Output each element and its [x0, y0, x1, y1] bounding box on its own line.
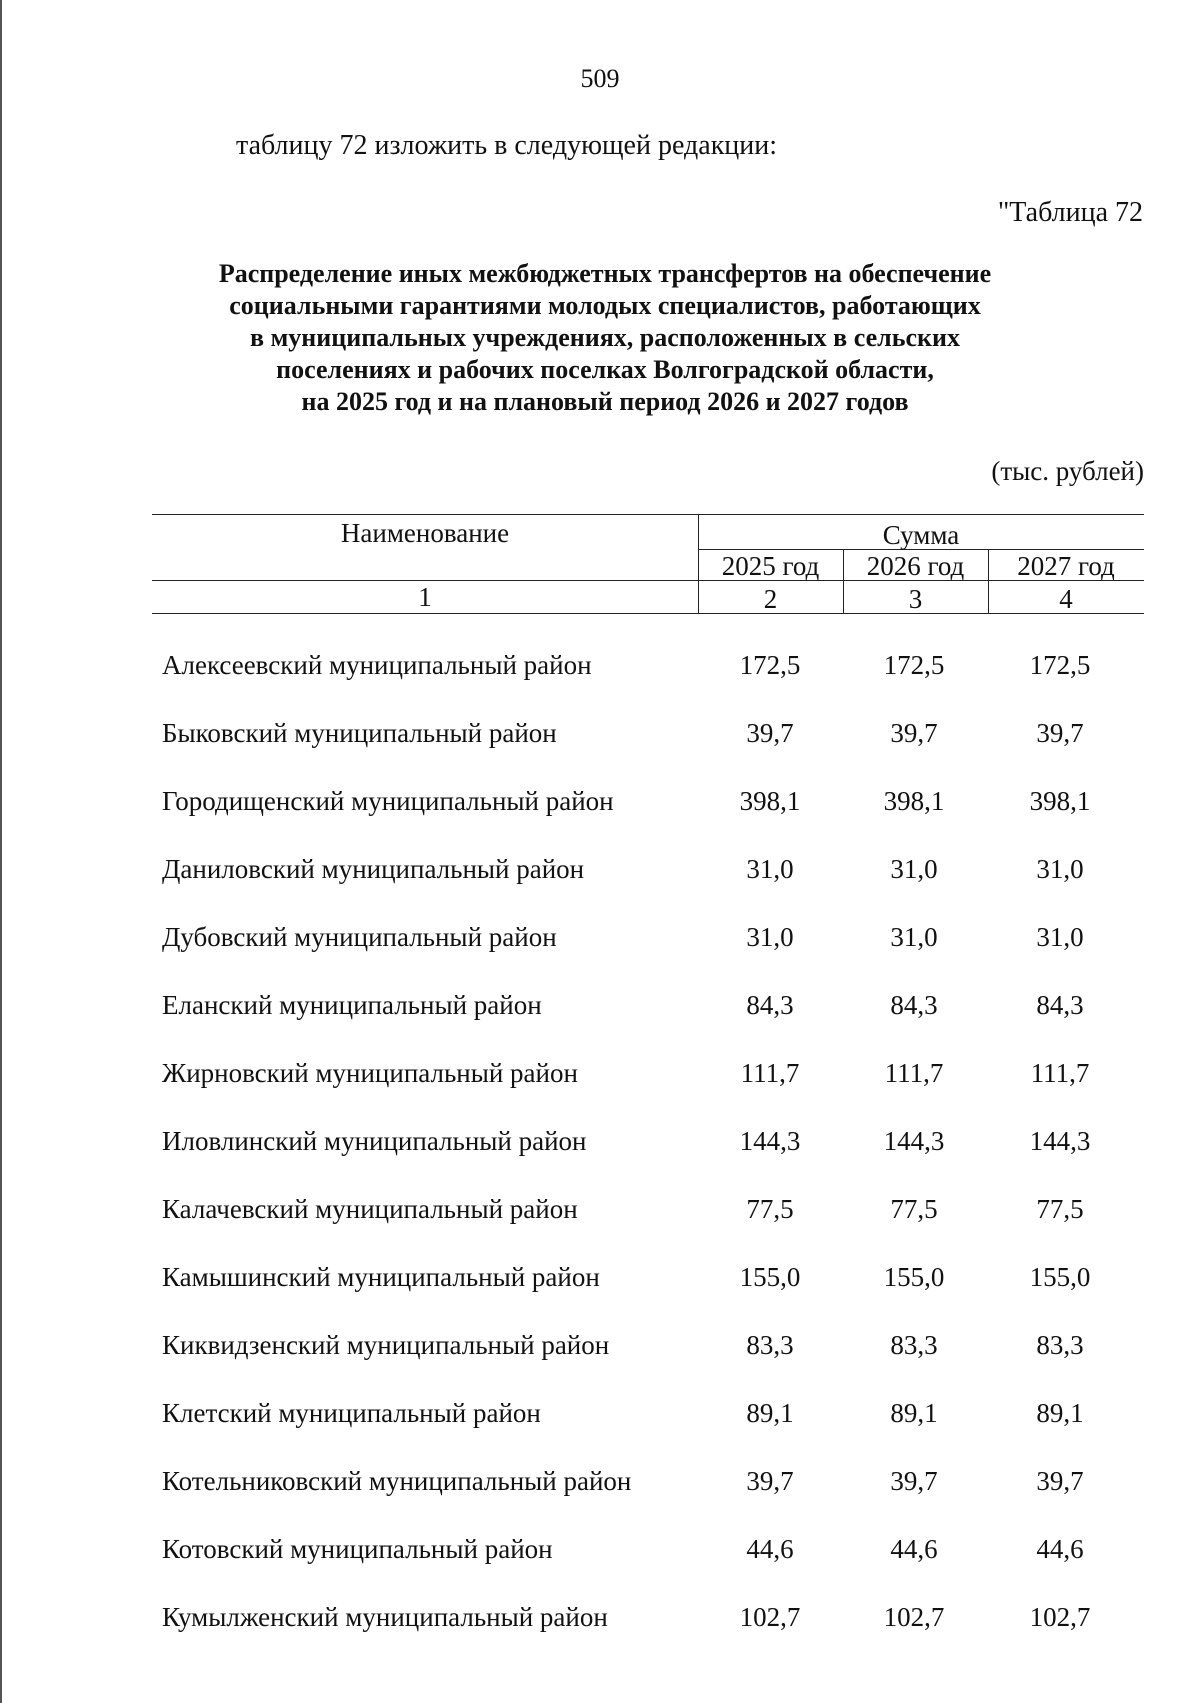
table-row — [0, 1058, 1200, 1098]
district-name: Котовский муниципальный район — [162, 1534, 553, 1564]
table-row — [0, 718, 1200, 758]
header-year: 2027 год — [1017, 551, 1115, 581]
value-2026: 172,5 — [883, 650, 945, 680]
district-name: Калачевский муниципальный район — [162, 1194, 578, 1224]
value-2025: 102,7 — [739, 1602, 801, 1632]
value-2025: 83,3 — [746, 1330, 794, 1360]
value-2026: 39,7 — [890, 718, 938, 748]
district-name: Даниловский муниципальный район — [162, 854, 585, 884]
district-name: Быковский муниципальный район — [162, 718, 557, 748]
header-sum: Сумма — [882, 520, 960, 550]
title-line: в муниципальных учреждениях, расположенных в сельских — [250, 323, 960, 352]
unit-label: (тыс. рублей) — [991, 456, 1144, 486]
table-row — [0, 854, 1200, 894]
value-2025: 84,3 — [746, 990, 794, 1020]
table-row — [0, 1126, 1200, 1166]
value-2027: 77,5 — [1036, 1194, 1084, 1224]
value-2026: 39,7 — [890, 1466, 938, 1496]
value-2025: 31,0 — [746, 854, 794, 884]
page-number: 509 — [580, 64, 620, 93]
column-number: 4 — [1059, 584, 1073, 614]
value-2026: 77,5 — [890, 1194, 938, 1224]
table-row — [0, 1330, 1200, 1370]
title-line: на 2025 год и на плановый период 2026 и 2027 годов — [301, 387, 909, 416]
value-2027: 31,0 — [1036, 922, 1084, 952]
value-2027: 84,3 — [1036, 990, 1084, 1020]
value-2025: 44,6 — [746, 1534, 794, 1564]
district-name: Кумылженский муниципальный район — [162, 1602, 608, 1632]
value-2025: 89,1 — [746, 1398, 794, 1428]
value-2027: 155,0 — [1029, 1262, 1091, 1292]
table-row — [0, 990, 1200, 1030]
value-2027: 144,3 — [1029, 1126, 1091, 1156]
district-name: Городищенский муниципальный район — [162, 786, 614, 816]
district-name: Еланский муниципальный район — [162, 990, 542, 1020]
value-2025: 144,3 — [739, 1126, 801, 1156]
value-2027: 398,1 — [1029, 786, 1091, 816]
table-row — [0, 1398, 1200, 1438]
value-2026: 155,0 — [883, 1262, 945, 1292]
value-2027: 31,0 — [1036, 854, 1084, 884]
value-2026: 84,3 — [890, 990, 938, 1020]
district-name: Алексеевский муниципальный район — [162, 650, 592, 680]
table-row — [0, 786, 1200, 826]
title-line: поселениях и рабочих поселках Волгоградской области, — [276, 355, 934, 384]
value-2025: 172,5 — [739, 650, 801, 680]
table-row — [0, 1534, 1200, 1574]
district-name: Камышинский муниципальный район — [162, 1262, 600, 1292]
value-2027: 111,7 — [1030, 1058, 1090, 1088]
table-row — [0, 1602, 1200, 1642]
value-2027: 102,7 — [1029, 1602, 1091, 1632]
value-2025: 398,1 — [739, 786, 801, 816]
district-name: Дубовский муниципальный район — [162, 922, 557, 952]
table-row — [0, 1262, 1200, 1302]
value-2026: 111,7 — [884, 1058, 944, 1088]
value-2027: 44,6 — [1036, 1534, 1084, 1564]
column-number: 1 — [418, 582, 432, 612]
value-2027: 39,7 — [1036, 718, 1084, 748]
header-top-rule — [152, 514, 1144, 515]
value-2026: 31,0 — [890, 922, 938, 952]
district-name: Киквидзенский муниципальный район — [162, 1330, 610, 1360]
district-name: Клетский муниципальный район — [162, 1398, 541, 1428]
title-line: Распределение иных межбюджетных трансфертов на обеспечение — [218, 259, 992, 288]
value-2026: 44,6 — [890, 1534, 938, 1564]
title-line: социальными гарантиями молодых специалистов, работающих — [229, 291, 981, 320]
table-row — [0, 1466, 1200, 1506]
header-year: 2026 год — [866, 551, 965, 581]
district-name: Иловлинский муниципальный район — [162, 1126, 587, 1156]
value-2025: 39,7 — [746, 1466, 794, 1496]
value-2025: 31,0 — [746, 922, 794, 952]
table-row — [0, 650, 1200, 690]
value-2026: 398,1 — [883, 786, 945, 816]
column-number: 2 — [763, 584, 778, 614]
value-2025: 155,0 — [739, 1262, 801, 1292]
value-2025: 77,5 — [746, 1194, 794, 1224]
value-2027: 83,3 — [1036, 1330, 1084, 1360]
value-2026: 83,3 — [890, 1330, 938, 1360]
table-row — [0, 922, 1200, 962]
column-number: 3 — [908, 584, 923, 614]
value-2026: 89,1 — [890, 1398, 938, 1428]
value-2027: 39,7 — [1036, 1466, 1084, 1496]
value-2027: 172,5 — [1029, 650, 1091, 680]
value-2027: 89,1 — [1036, 1398, 1084, 1428]
table-row — [0, 1194, 1200, 1234]
district-name: Котельниковский муниципальный район — [162, 1466, 632, 1496]
value-2026: 144,3 — [883, 1126, 945, 1156]
value-2025: 111,7 — [740, 1058, 800, 1088]
intro-text: таблицу 72 изложить в следующей редакции: — [236, 130, 778, 161]
header-year: 2025 год — [721, 551, 820, 581]
district-name: Жирновский муниципальный район — [162, 1058, 578, 1088]
value-2025: 39,7 — [746, 718, 794, 748]
header-name: Наименование — [340, 518, 510, 548]
value-2026: 102,7 — [883, 1602, 945, 1632]
document-title — [150, 258, 1060, 418]
value-2026: 31,0 — [890, 854, 938, 884]
table-label: "Таблица 72 — [997, 197, 1143, 228]
